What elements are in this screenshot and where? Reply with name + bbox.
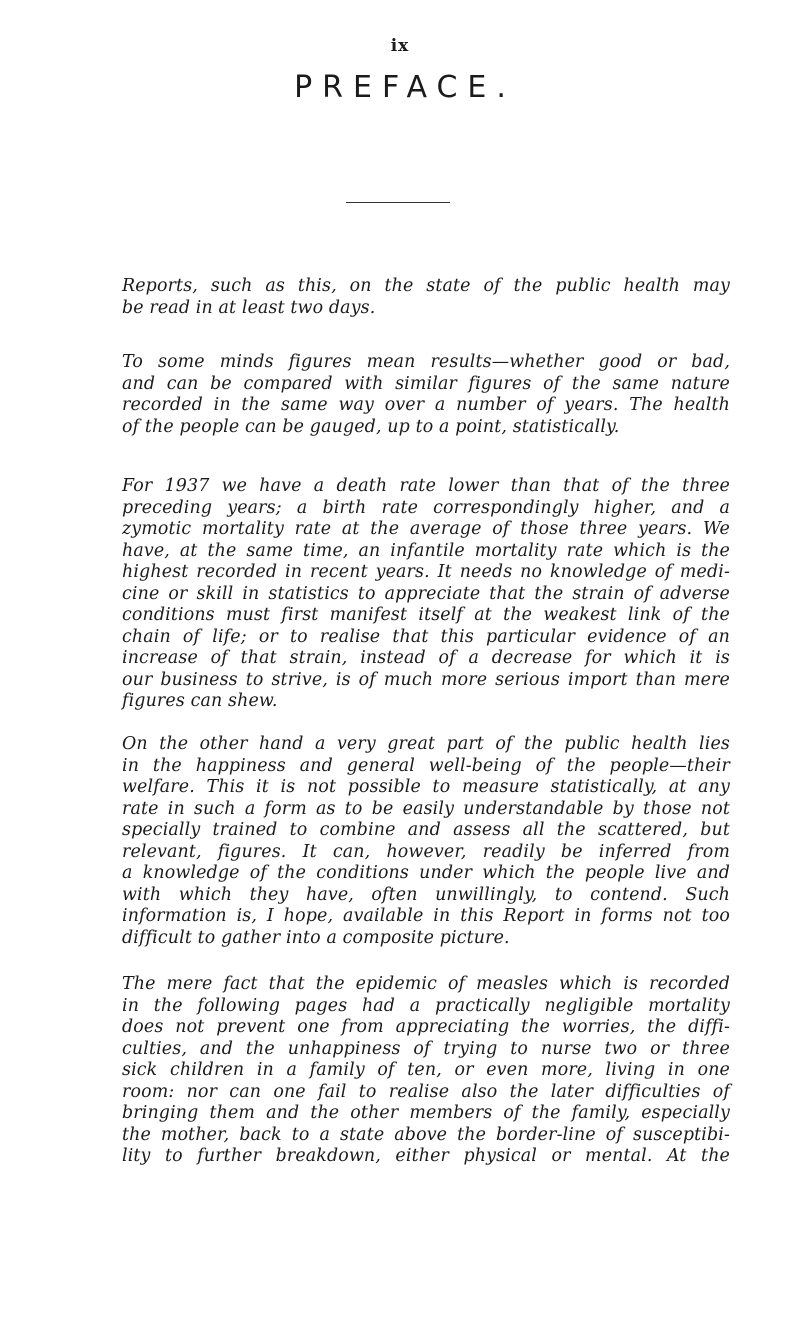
paragraph-2 [122,351,730,437]
text-line: Reports, such as this, on the state of the public health may [122,276,730,296]
page-title: PREFACE. [294,70,516,105]
text-line: be read in at least two days. [122,297,376,318]
text-line: specially trained to combine and assess all the scattered, but [122,820,730,840]
paragraph-5 [122,973,730,1167]
text-line: preceding years; a birth rate correspondingly higher, and a [122,497,730,518]
text-line: room: nor can one fail to realise also the later difficulties of [122,1081,730,1102]
text-line: For 1937 we have a death rate lower than that of the three [122,476,730,496]
text-line: conditions must first manifest itself at the weakest link of the [122,605,730,625]
text-line: in the following pages had a practically negligible mortality [122,995,730,1016]
text-line: highest recorded in recent years. It needs no knowledge of medi- [122,562,730,582]
text-line: relevant, figures. It can, however, readily be inferred from [122,841,730,862]
text-line: and can be compared with similar figures of the same nature [122,373,730,394]
text-line: On the other hand a very great part of the public health lies [122,734,730,754]
text-line: culties, and the unhappiness of trying to nurse two or three [122,1038,730,1059]
text-line: rate in such a form as to be easily understandable by those not [122,798,730,819]
text-line: does not prevent one from appreciating the worries, the diffi- [122,1017,730,1037]
text-line: cine or skill in statistics to appreciate that the strain of adverse [122,583,730,604]
page-number: ix [390,36,410,56]
text-line: our business to strive, is of much more serious import than mere [122,669,730,690]
text-line: bringing them and the other members of the family, especially [122,1103,730,1123]
text-line: recorded in the same way over a number of years. The health [122,395,730,415]
text-line: welfare. This it is not possible to measure statistically, at any [122,777,730,797]
text-line: chain of life; or to realise that this particular evidence of an [122,626,730,647]
text-line: increase of that strain, instead of a decrease for which it is [122,648,730,668]
text-line: The mere fact that the epidemic of measles which is recorded [122,974,730,994]
text-line: have, at the same time, an infantile mortality rate which is the [122,540,730,561]
text-line: sick children in a family of ten, or even more, living in one [122,1060,730,1080]
heading-rule [346,202,450,203]
text-line: figures can shew. [122,691,278,711]
text-line: information is, I hope, available in this Report in forms not too [122,906,730,926]
text-line: a knowledge of the conditions under which the people live and [122,863,730,883]
paragraph-1 [122,275,730,318]
text-line: lity to further breakdown, either physical or mental. At the [122,1146,730,1166]
paragraph-4 [122,733,730,948]
text-line: To some minds figures mean results—whether good or bad, [122,352,730,372]
text-line: the mother, back to a state above the border-line of susceptibi- [122,1124,730,1145]
text-line: of the people can be gauged, up to a point, statistically. [122,416,620,437]
text-line: difficult to gather into a composite picture. [122,927,510,948]
text-line: with which they have, often unwillingly, to contend. Such [122,884,730,905]
text-line: zymotic mortality rate at the average of those three years. We [122,519,730,539]
text-line: in the happiness and general well-being of the people—their [122,755,730,776]
paragraph-3 [122,475,730,712]
